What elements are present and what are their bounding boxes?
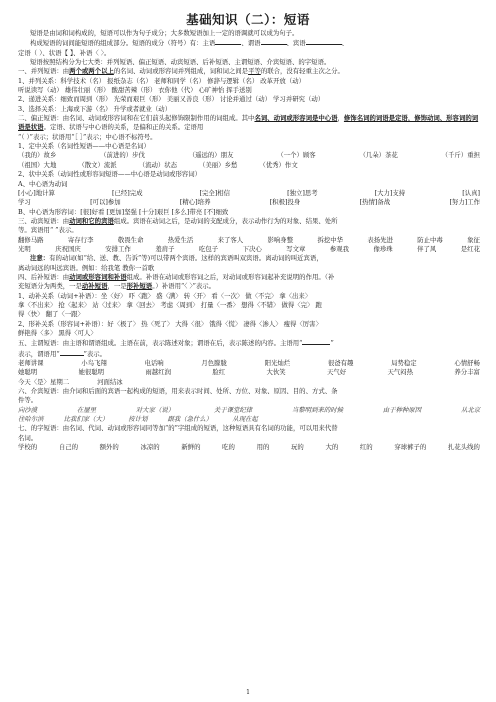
intro-paragraph-3: 定语（ ）、状语【 】、补语〈 〉。 [18,48,111,57]
example-row: 学校的 自己的 额外的 冰凉的 新鲜的 吃的 用的 玩的 大的 红的 穿球裤子的 扎花头线的 [18,443,480,452]
section-4-row: 鲜艳得〈多〉 黑得〈可人〉 [18,329,97,337]
section-3-attention-cont: 离动词远的叫远宾语。例如：给我笔 教你一首歌 [18,263,155,272]
example-row: 她聪明 她很聪明 雨越红润 脸红 大伙笑 天气好 天气闷热 养分丰富 [18,368,480,377]
example-row: 翻修马路 寄存行李 敬畏生命 热爱生活 来了客人 影响身整 拆挖中华 表扬先进 防止中毒 象征 [18,235,480,244]
section-4-row: 2、形补关系（形容词+补语）：好〈极了〉 热〈死了〉 大得〈很〉 饿得〈慌〉 凄得〈渗人〉 瘦得〈厉害〉 [18,319,322,328]
section-5-heading: 五、主谓短语：由主语和谓语组成。主语在前，表示陈述对象；谓语在后，表示陈述的内容。主语用“ ” [18,339,334,348]
section-3-heading: 三、动宾短语：由动词和它的宾语组成。宾语在动词之后，是动词的支配成分，表示动作行为的对象、结果、处所 [18,216,338,225]
section-3-note: 等。宾语用“ ”表示。 [18,226,78,235]
intro-paragraph-1: 短语是由词和词构成的，短语可以作为句子成分；大多数短语加上一定的语调就可以成为句子。 [30,29,299,37]
section-1-row: 2、递进关系：细致而周到（形） 光荣而艰巨（形） 美丽又善良（形） 讨论并通过（动） 学习并研究（动） [18,95,325,104]
section-2-heading: 二、偏正短语：由名词、动词或形容词和在它们前头起修饰限制作用的词组成。其中名词、动词或形容词是中心语，修饰名词的词语是定语，修饰动词、形容词的词语是状语。定语、状语与中心语的关系，是偏和正的关系。定语用 [18,114,479,132]
section-7-heading: 七、的字短语：由名词、代词、动词或形容词同等加“的”字组成的短语，这种短语具有名词的功能，可以用来代替 [18,424,338,433]
section-7-heading-cont: 名词。 [18,433,38,442]
example-row: （祖国）大地 （散文）流派 （流动）状态 （美丽）乡愁 （优秀）作文 [18,160,298,169]
section-3-attention: 注意：有的动词(如“给、送、教、告诉”等)可以带两个宾语。这样的宾语叫双宾语。离动词的叫近宾语， [30,254,323,263]
section-2-sub-b: B、中心语为形容词：[很]好看 [更加]坚强 [十分]艰巨 [多么]带亮 [不]细致 [18,207,229,216]
section-4-row: 拿〈不出来〉 抢〈起来〉 站〈过来〉 拿〈回去〉 考虑〈周到〉 打量〈一番〉 想得〈不错〉 做得〈完〉 跑 [18,300,322,309]
example-row: （我的）故乡 （前进的）步伐 （遥远的）朋友 （一个）顾客 （几朵）茶花 （千斤）重担 [18,151,480,160]
example-row: 光明 庆祝国庆 安排工作 羞肩子 吃包子 下决心 写文章 参观我 像珍珠 伴了风 是红花 [18,244,480,253]
section-2-sub-a: A、中心语为动词 [18,179,68,188]
section-2-note: “（ ）”表示；状语用“［ ］”表示；中心语不标符号。 [18,132,157,141]
intro-paragraph-4: 短语按照结构分为七大类：并列短语、偏正短语、动宾短语、后补短语、主谓短语、介宾短语、的字短语。 [30,58,331,67]
example-row: [小心]地计算 [已经]完成 [完全]相信 [独立]思考 [大力]支持 [认真] [18,188,480,197]
section-1-row: 听说读写（动） 雄伟壮丽（形） 酸甜苦辣（形） 衣你他（代） 心旷神怡 挥手送别 [18,86,252,95]
section-6-heading-cont: 件等。 [18,396,38,405]
section-4-heading-cont: 充短语分为两类，一是动补短语，一是形补短语。）补语用“〈 〉”表示。 [18,282,216,291]
section-2-sub-1: 1、定中关系（名词性短语——中心语是名词） [18,142,150,151]
example-row: 学习 [可以]参加 [精心]培养 [积极]投身 [热情]备战 [努力]工作 [18,198,480,207]
blank-line [302,338,330,345]
section-1-row: 1、并列关系：科学技术（名） 报纸杂志（名） 老师和同学（名） 修辞与逻辑（名） 改革开放（动） [18,76,305,85]
intro-paragraph-2: 构成短语的词间能短语的组成部分。短语的成分（符号）有：主语 、谓语 、宾语 、 [30,39,349,48]
section-6-heading: 六、介宾短语：由介词和后面的宾语一起构成的短语，用来表示时间、处所、方位、对象、原因、目的、方式、条 [18,387,338,396]
blank-line [306,38,342,45]
blank-line [215,38,241,45]
document-body [18,29,480,452]
example-row: 向沙漠 在屋里 对大家（说） 关于课堂纪律 当黎明到来的时候 由于种种原因 从北京 [18,405,480,414]
example-row: 往哈尔滨 比我们家（大） 按计划 跟我（急什么） 从现在起 [18,415,258,424]
example-row: 老师讲课 小鸟飞翔 电话响 月色朦胧 阳光灿烂 很爸有趣 局势稳定 心情舒畅 [18,359,480,368]
blank-line [261,38,287,45]
section-4-heading: 四、后补短语：由动词或形容词和补语组成。补语在动词或形容词之后，对动词或形容词起补充说明的作用。（补 [18,272,335,281]
blank-line [60,349,84,356]
section-5-heading-cont: 表示，谓语用“ ”表示。 [18,349,107,358]
example-row: 今天〈是〉星期二 河面结冰 [18,377,123,386]
section-2-sub-2: 2、状中关系（动词性或形容词短语——中心语是动词或形容词） [18,170,202,179]
section-1-heading: 一、并列短语：由两个或两个以上的名词、动词或形容词并列组成，词和词之间是平等的联合，没有轻重主次之分。 [18,67,344,76]
page-number: 1 [246,689,250,696]
page-title: 基础知识（二）：短语 [186,12,310,27]
section-1-row: 3、选择关系：上海或下游（名） 升学或者就业（动） [18,104,172,113]
section-4-row: 得〈快〉 翻了〈一跟〉 [18,310,84,319]
section-4-row: 1、动补关系（动词+补语）：坐〈好〉 吓〈跑〉 盛〈满〉 转〈开〉 看〈一次〉 做〈不完〉 拿〈出来〉 [18,291,312,300]
